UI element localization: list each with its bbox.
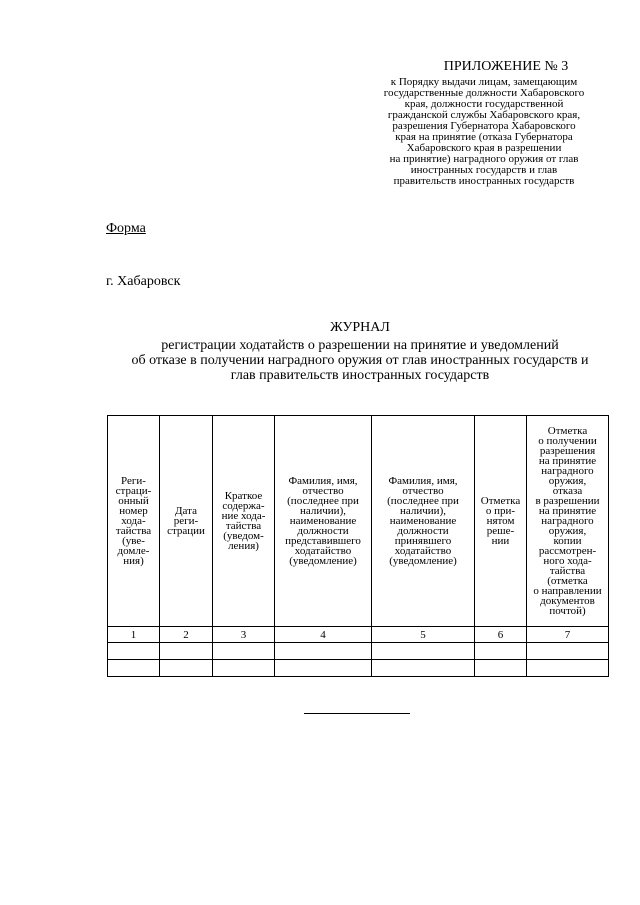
column-number: 5 xyxy=(372,627,475,643)
footer-divider xyxy=(304,713,410,714)
appendix-line: к Порядку выдачи лицам, замещающим xyxy=(390,76,578,88)
column-header: Реги- страци- онный номер хода- тайства (уве- домле- ния) xyxy=(108,416,160,627)
column-number: 2 xyxy=(160,627,213,643)
column-header: Краткое содержа- ние хода- тайства (уведом- ления) xyxy=(213,416,275,627)
journal-description-line: регистрации ходатайств о разрешении на принятие и уведомлений xyxy=(161,338,559,353)
appendix-line: гражданской службы Хабаровского края, xyxy=(387,109,581,121)
journal-title: ЖУРНАЛ xyxy=(330,320,390,335)
appendix-line: иностранных государств и глав xyxy=(410,164,558,176)
appendix-line: на принятие) наградного оружия от глав xyxy=(389,153,579,165)
table-cell[interactable] xyxy=(160,643,213,660)
appendix-text xyxy=(368,77,600,187)
column-header: Отметка о при- нятом реше- нии xyxy=(475,416,527,627)
table-cell[interactable] xyxy=(160,660,213,677)
table-row xyxy=(108,660,609,677)
column-header: Дата реги- страции xyxy=(160,416,213,627)
table-cell[interactable] xyxy=(475,643,527,660)
table-cell[interactable] xyxy=(213,660,275,677)
table-header-row xyxy=(108,416,609,627)
table-cell[interactable] xyxy=(275,643,372,660)
column-number: 6 xyxy=(475,627,527,643)
column-number: 3 xyxy=(213,627,275,643)
city-label: г. Хабаровск xyxy=(106,274,181,289)
journal-description-line: об отказе в получении наградного оружия от глав иностранных государств и xyxy=(131,353,589,368)
column-header: Фамилия, имя, отчество (последнее при наличии), наименование должности представившего ходатайство (уведомление) xyxy=(275,416,372,627)
column-header: Отметка о получении разрешения на принятие наградного оружия, отказа в разрешении на принятие наградного оружия, копии рассмотрен- ного хода- тайства (отметка о направлении документов почтой) xyxy=(527,416,609,627)
appendix-line: правительств иностранных государств xyxy=(393,175,575,187)
appendix-line: Хабаровского края в разрешении xyxy=(406,142,562,154)
journal-description xyxy=(0,338,640,383)
table-cell[interactable] xyxy=(527,643,609,660)
appendix-line: края, должности государственной xyxy=(404,98,564,110)
table-cell[interactable] xyxy=(527,660,609,677)
table-cell[interactable] xyxy=(372,660,475,677)
table-cell[interactable] xyxy=(475,660,527,677)
appendix-block xyxy=(368,60,600,187)
table-cell[interactable] xyxy=(213,643,275,660)
journal-description-line: глав правительств иностранных государств xyxy=(230,368,490,383)
journal-table xyxy=(107,415,609,677)
appendix-line: государственные должности Хабаровского xyxy=(383,87,585,99)
appendix-title: ПРИЛОЖЕНИЕ № 3 xyxy=(443,59,569,74)
column-number-row xyxy=(108,627,609,643)
column-number: 4 xyxy=(275,627,372,643)
table-cell[interactable] xyxy=(108,660,160,677)
column-header: Фамилия, имя, отчество (последнее при наличии), наименование должности принявшего ходатайство (уведомление) xyxy=(372,416,475,627)
appendix-line: разрешения Губернатора Хабаровского xyxy=(392,120,576,132)
form-label: Форма xyxy=(106,221,146,236)
table-row xyxy=(108,643,609,660)
appendix-line: края на принятие (отказа Губернатора xyxy=(395,131,573,143)
table-cell[interactable] xyxy=(372,643,475,660)
column-number: 1 xyxy=(108,627,160,643)
column-number: 7 xyxy=(527,627,609,643)
table-cell[interactable] xyxy=(108,643,160,660)
table-cell[interactable] xyxy=(275,660,372,677)
